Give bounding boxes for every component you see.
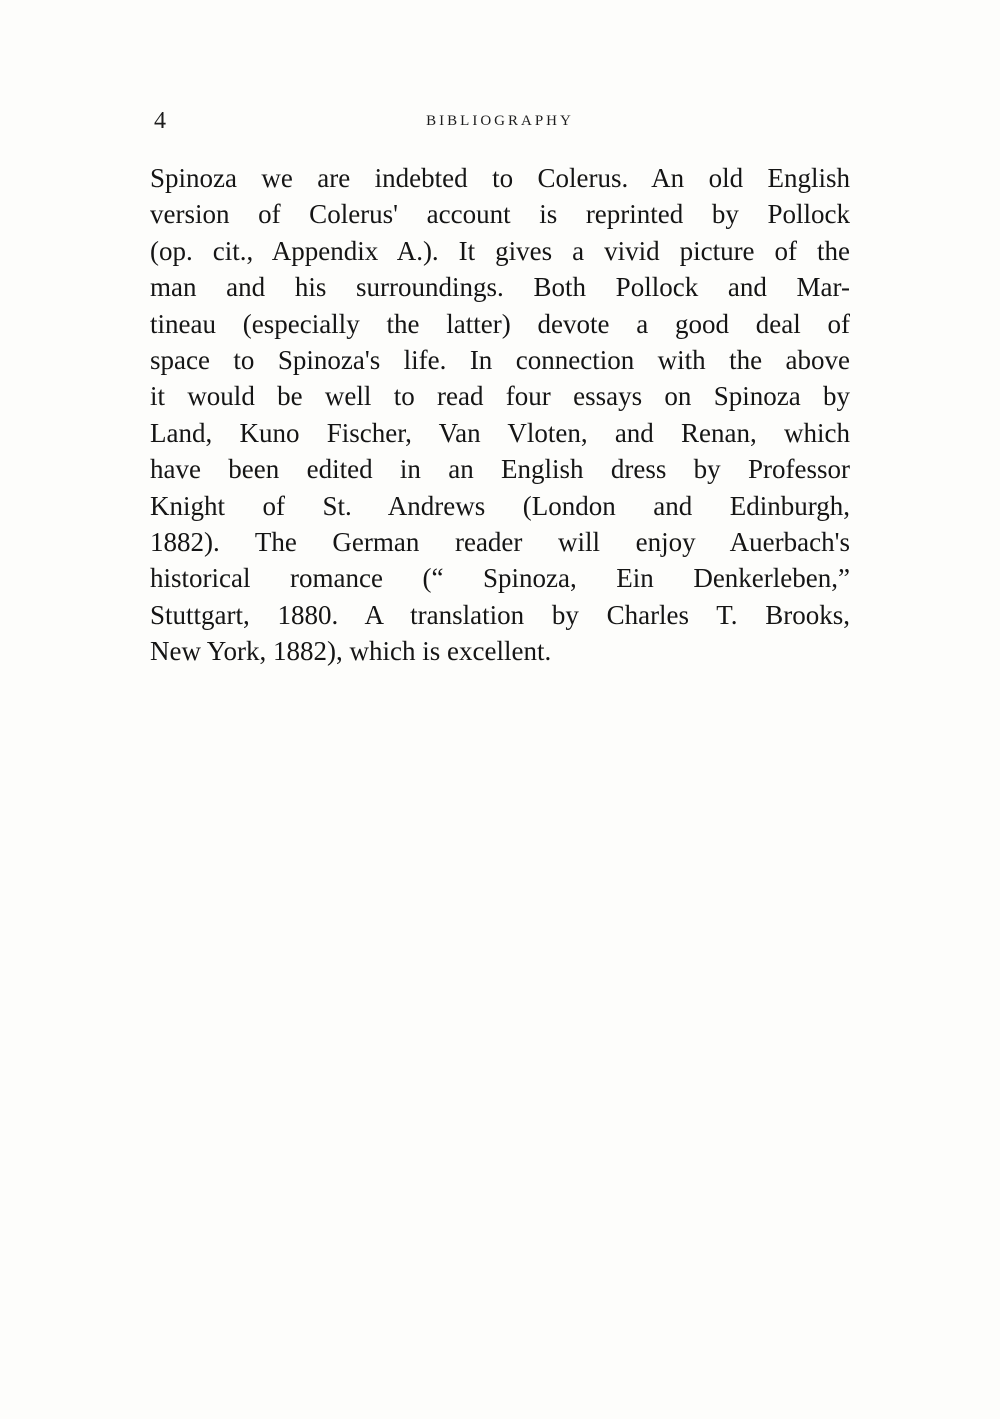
page-number: 4 [154,108,166,134]
text-line: Knight of St. Andrews (London and Edinburgh, [150,490,850,521]
text-line: Stuttgart, 1880. A translation by Charles T. Brooks, [150,599,850,630]
text-line: tineau (especially the latter) devote a good deal of [150,308,850,339]
text-line: historical romance (“ Spinoza, Ein Denkerleben,” [150,563,850,594]
text-line: it would be well to read four essays on Spinoza by [150,381,850,412]
text-line: (op. cit., Appendix A.). It gives a vivid picture of the [150,235,850,266]
running-head [148,106,852,136]
text-line: 1882). The German reader will enjoy Auerbach's [150,526,850,557]
text-line: New York, 1882), which is excellent. [150,636,552,667]
text-line: man and his surroundings. Both Pollock and Mar- [150,272,850,303]
text-line: space to Spinoza's life. In connection with the above [150,344,850,375]
text-line: Spinoza we are indebted to Colerus. An old English [150,163,850,193]
text-line: have been edited in an English dress by Professor [150,454,850,485]
body-paragraph [150,160,850,669]
text-line: Land, Kuno Fischer, Van Vloten, and Renan, which [150,417,850,448]
text-line: version of Colerus' account is reprinted by Pollock [150,199,850,230]
running-title: BIBLIOGRAPHY [426,113,574,129]
